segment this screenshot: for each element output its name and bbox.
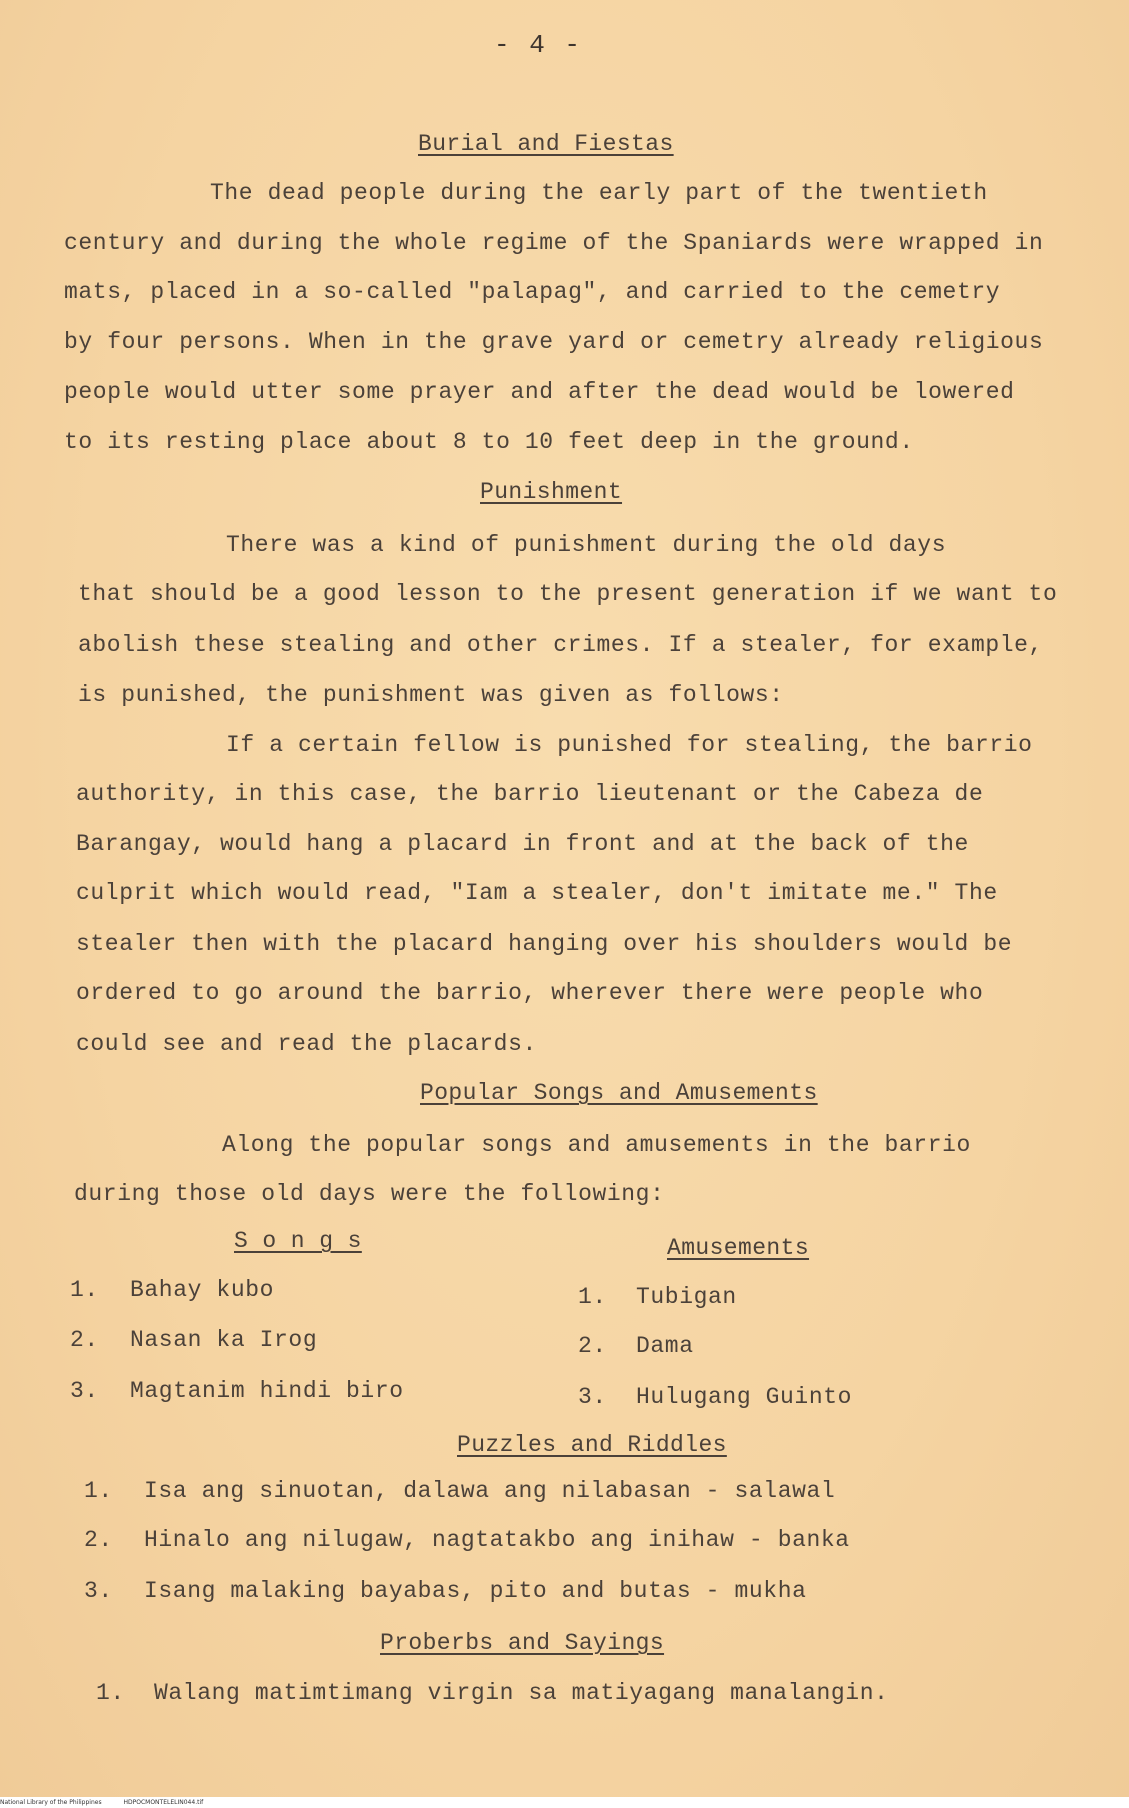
burial-paragraph-line: people would utter some prayer and after the dead would be lowered	[64, 379, 1015, 405]
footer-file-id: HDPOCMONTELELIN044.tif	[123, 1799, 204, 1806]
burial-paragraph-line: mats, placed in a so-called "palapag", and carried to the cemetry	[64, 279, 1001, 305]
punishment-paragraph-line: authority, in this case, the barrio lieutenant or the Cabeza de	[76, 781, 984, 807]
amusement-list-item	[578, 1333, 694, 1359]
punishment-paragraph-line: If a certain fellow is punished for stealing, the barrio	[226, 732, 1033, 758]
burial-paragraph-line: by four persons. When in the grave yard or cemetry already religious	[64, 329, 1044, 355]
proverb-list-item	[96, 1680, 889, 1706]
song-list-item	[70, 1277, 274, 1303]
song-title: Nasan ka Irog	[130, 1327, 318, 1353]
amusement-title: Hulugang Guinto	[636, 1384, 853, 1410]
amusement-title: Tubigan	[636, 1284, 737, 1310]
song-title: Bahay kubo	[130, 1277, 275, 1303]
list-number: 1.	[84, 1478, 113, 1504]
riddle-list-item	[84, 1478, 835, 1504]
song-title: Magtanim hindi biro	[130, 1378, 404, 1404]
list-number: 3.	[84, 1578, 113, 1604]
songs-intro-line: during those old days were the following:	[74, 1181, 665, 1207]
amusement-list-item	[578, 1284, 737, 1310]
song-list-item	[70, 1327, 317, 1353]
list-number: 1.	[70, 1277, 99, 1303]
list-number: 1.	[578, 1284, 607, 1310]
punishment-paragraph-line: Barangay, would hang a placard in front and at the back of the	[76, 831, 969, 857]
punishment-paragraph-line: stealer then with the placard hanging over his shoulders would be	[76, 931, 1013, 957]
punishment-paragraph-line: is punished, the punishment was given as follows:	[78, 682, 784, 708]
punishment-paragraph-line: abolish these stealing and other crimes. If a stealer, for example,	[78, 632, 1043, 658]
burial-paragraph-line: century and during the whole regime of the Spaniards were wrapped in	[64, 230, 1044, 256]
list-number: 3.	[578, 1384, 607, 1410]
punishment-paragraph-line: ordered to go around the barrio, wherever there were people who	[76, 980, 984, 1006]
burial-paragraph-line: to its resting place about 8 to 10 feet deep in the ground.	[64, 429, 914, 455]
riddle-list-item	[84, 1527, 850, 1553]
heading-puzzles-and-riddles: Puzzles and Riddles	[457, 1432, 727, 1458]
riddle-text: Hinalo ang nilugaw, nagtatakbo ang inihaw - banka	[144, 1527, 850, 1553]
heading-proverbs-and-sayings: Proberbs and Sayings	[380, 1630, 665, 1656]
punishment-paragraph-line: There was a kind of punishment during the old days	[226, 532, 947, 558]
list-number: 2.	[70, 1327, 99, 1353]
punishment-paragraph-line: culprit which would read, "Iam a stealer, don't imitate me." The	[76, 880, 998, 906]
amusements-column-heading: Amusements	[667, 1235, 810, 1261]
list-number: 2.	[578, 1333, 607, 1359]
amusement-title: Dama	[636, 1333, 694, 1359]
riddle-text: Isang malaking bayabas, pito and butas - mukha	[144, 1578, 807, 1604]
riddle-text: Isa ang sinuotan, dalawa ang nilabasan - salawal	[144, 1478, 836, 1504]
punishment-paragraph-line: could see and read the placards.	[76, 1031, 537, 1057]
song-list-item	[70, 1378, 404, 1404]
heading-popular-songs-and-amusements: Popular Songs and Amusements	[420, 1080, 818, 1106]
list-number: 1.	[96, 1680, 125, 1706]
list-number: 3.	[70, 1378, 99, 1404]
heading-burial-and-fiestas: Burial and Fiestas	[418, 131, 674, 157]
punishment-paragraph-line: that should be a good lesson to the present generation if we want to	[78, 581, 1058, 607]
page-number: - 4 -	[494, 30, 583, 60]
amusement-list-item	[578, 1384, 852, 1410]
songs-column-heading: S o n g s	[234, 1228, 362, 1254]
songs-intro-line: Along the popular songs and amusements in the barrio	[222, 1132, 971, 1158]
burial-paragraph-line: The dead people during the early part of the twentieth	[210, 180, 988, 206]
scan-footer	[0, 1797, 1129, 1808]
list-number: 2.	[84, 1527, 113, 1553]
footer-library-name: National Library of the Philippines	[0, 1799, 102, 1806]
proverb-text: Walang matimtimang virgin sa matiyagang manalangin.	[154, 1680, 889, 1706]
heading-punishment: Punishment	[480, 479, 623, 505]
riddle-list-item	[84, 1578, 807, 1604]
